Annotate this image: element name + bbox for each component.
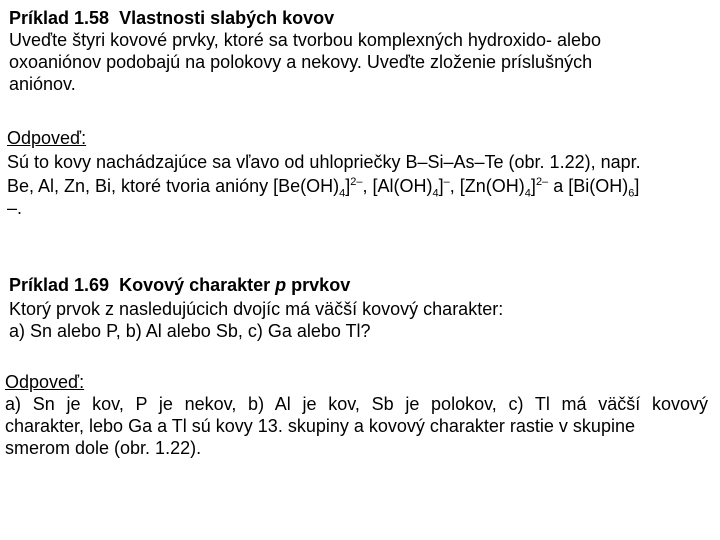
answer-1-69 [5,371,708,459]
answer-line: a) Sn je kov, P je nekov, b) Al je kov, Sb je polokov, c) Tl má väčší kovový [5,394,708,414]
example-1-58 [9,7,601,95]
question-line: a) Sn alebo P, b) Al alebo Sb, c) Ga alebo Tl? [9,321,371,341]
example-title-italic: p [275,275,287,295]
example-title: Kovový charakter [119,275,276,295]
example-1-69-title [9,274,503,296]
example-number: Príklad 1.58 [9,8,110,28]
answer-line: charakter, lebo Ga a Tl sú kovy 13. skupiny a kovový charakter rastie v skupine [5,416,635,436]
example-title-end: prvkov [286,275,351,295]
question-line: aniónov. [9,74,76,94]
question-line: Ktorý prvok z nasledujúcich dvojíc má väčší kovový charakter: [9,299,504,319]
example-number: Príklad 1.69 [9,275,110,295]
answer-1-58 [7,127,715,219]
question-line: oxoaniónov podobajú na polokovy a nekovy. Uveďte zloženie príslušných [9,52,593,72]
answer-line: –. [7,198,23,218]
example-1-69 [9,274,503,342]
example-title: Vlastnosti slabých kovov [119,8,335,28]
example-1-58-title [9,7,601,29]
answer-line-formulas: Be, Al, Zn, Bi, ktoré tvoria anióny $[Be(OH)_4]^{2-}$, $[Al(OH)_4]^-$, $[Zn(OH)_4]^{2-}$ a $[Bi(OH)_6]$ [7,176,640,200]
answer-label: Odpoveď: [7,128,87,148]
answer-label: Odpoveď: [5,372,85,392]
answer-line: Sú to kovy nachádzajúce sa vľavo od uhlopriečky B–Si–As–Te (obr. 1.22), napr. [7,152,641,172]
question-line: Uveďte štyri kovové prvky, ktoré sa tvorbou komplexných hydroxido- alebo [9,30,601,50]
answer-line: smerom dole (obr. 1.22). [5,438,202,458]
